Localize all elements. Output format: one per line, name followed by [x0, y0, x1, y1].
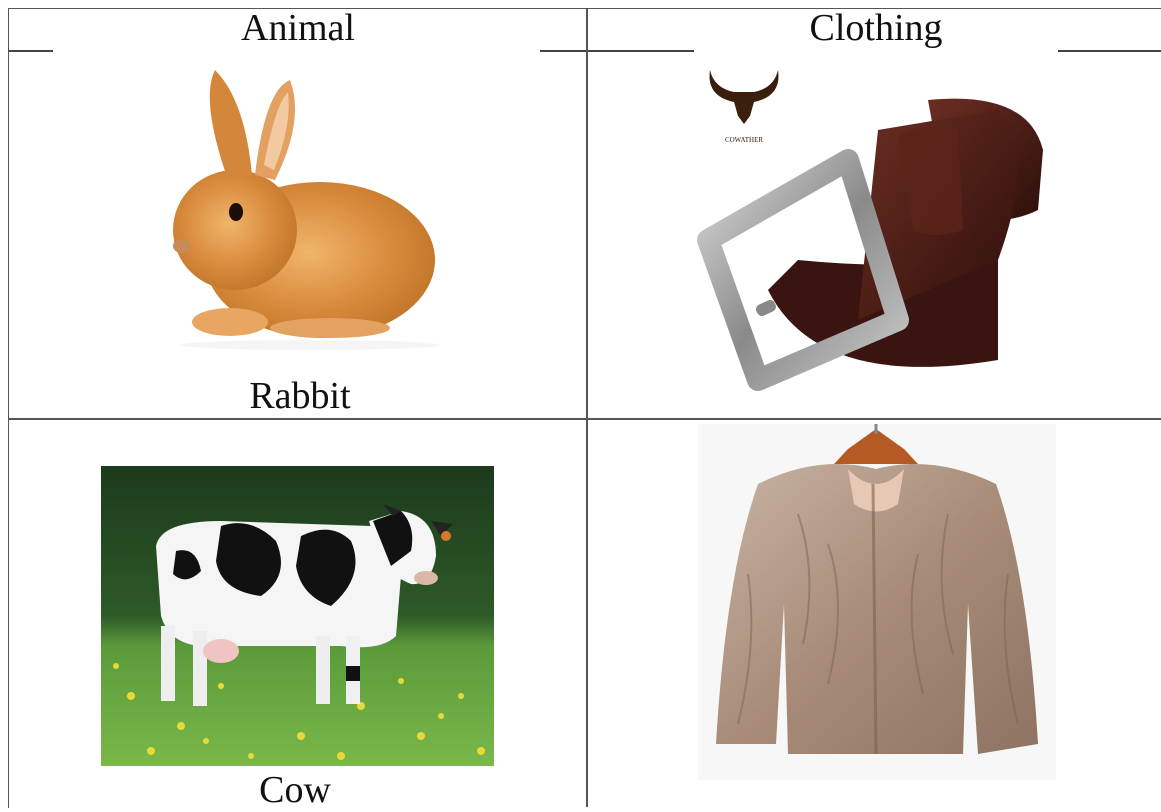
header-rule-left-1 [8, 50, 53, 52]
header-rule-right-2 [1058, 50, 1161, 52]
row-divider [8, 418, 1161, 420]
cow-caption: Cow [259, 769, 331, 811]
header-animal: Animal [241, 7, 355, 49]
header-clothing: Clothing [809, 7, 943, 49]
fur-jacket-photo [698, 424, 1056, 780]
cowather-logo-text: COWATHER [724, 136, 764, 144]
leather-belt-photo [698, 90, 1058, 390]
header-rule-right-1 [588, 50, 694, 52]
rabbit-photo [160, 60, 450, 350]
header-rule-left-2 [540, 50, 586, 52]
rabbit-caption: Rabbit [249, 375, 351, 417]
cow-photo [101, 466, 494, 766]
column-divider [586, 8, 588, 807]
